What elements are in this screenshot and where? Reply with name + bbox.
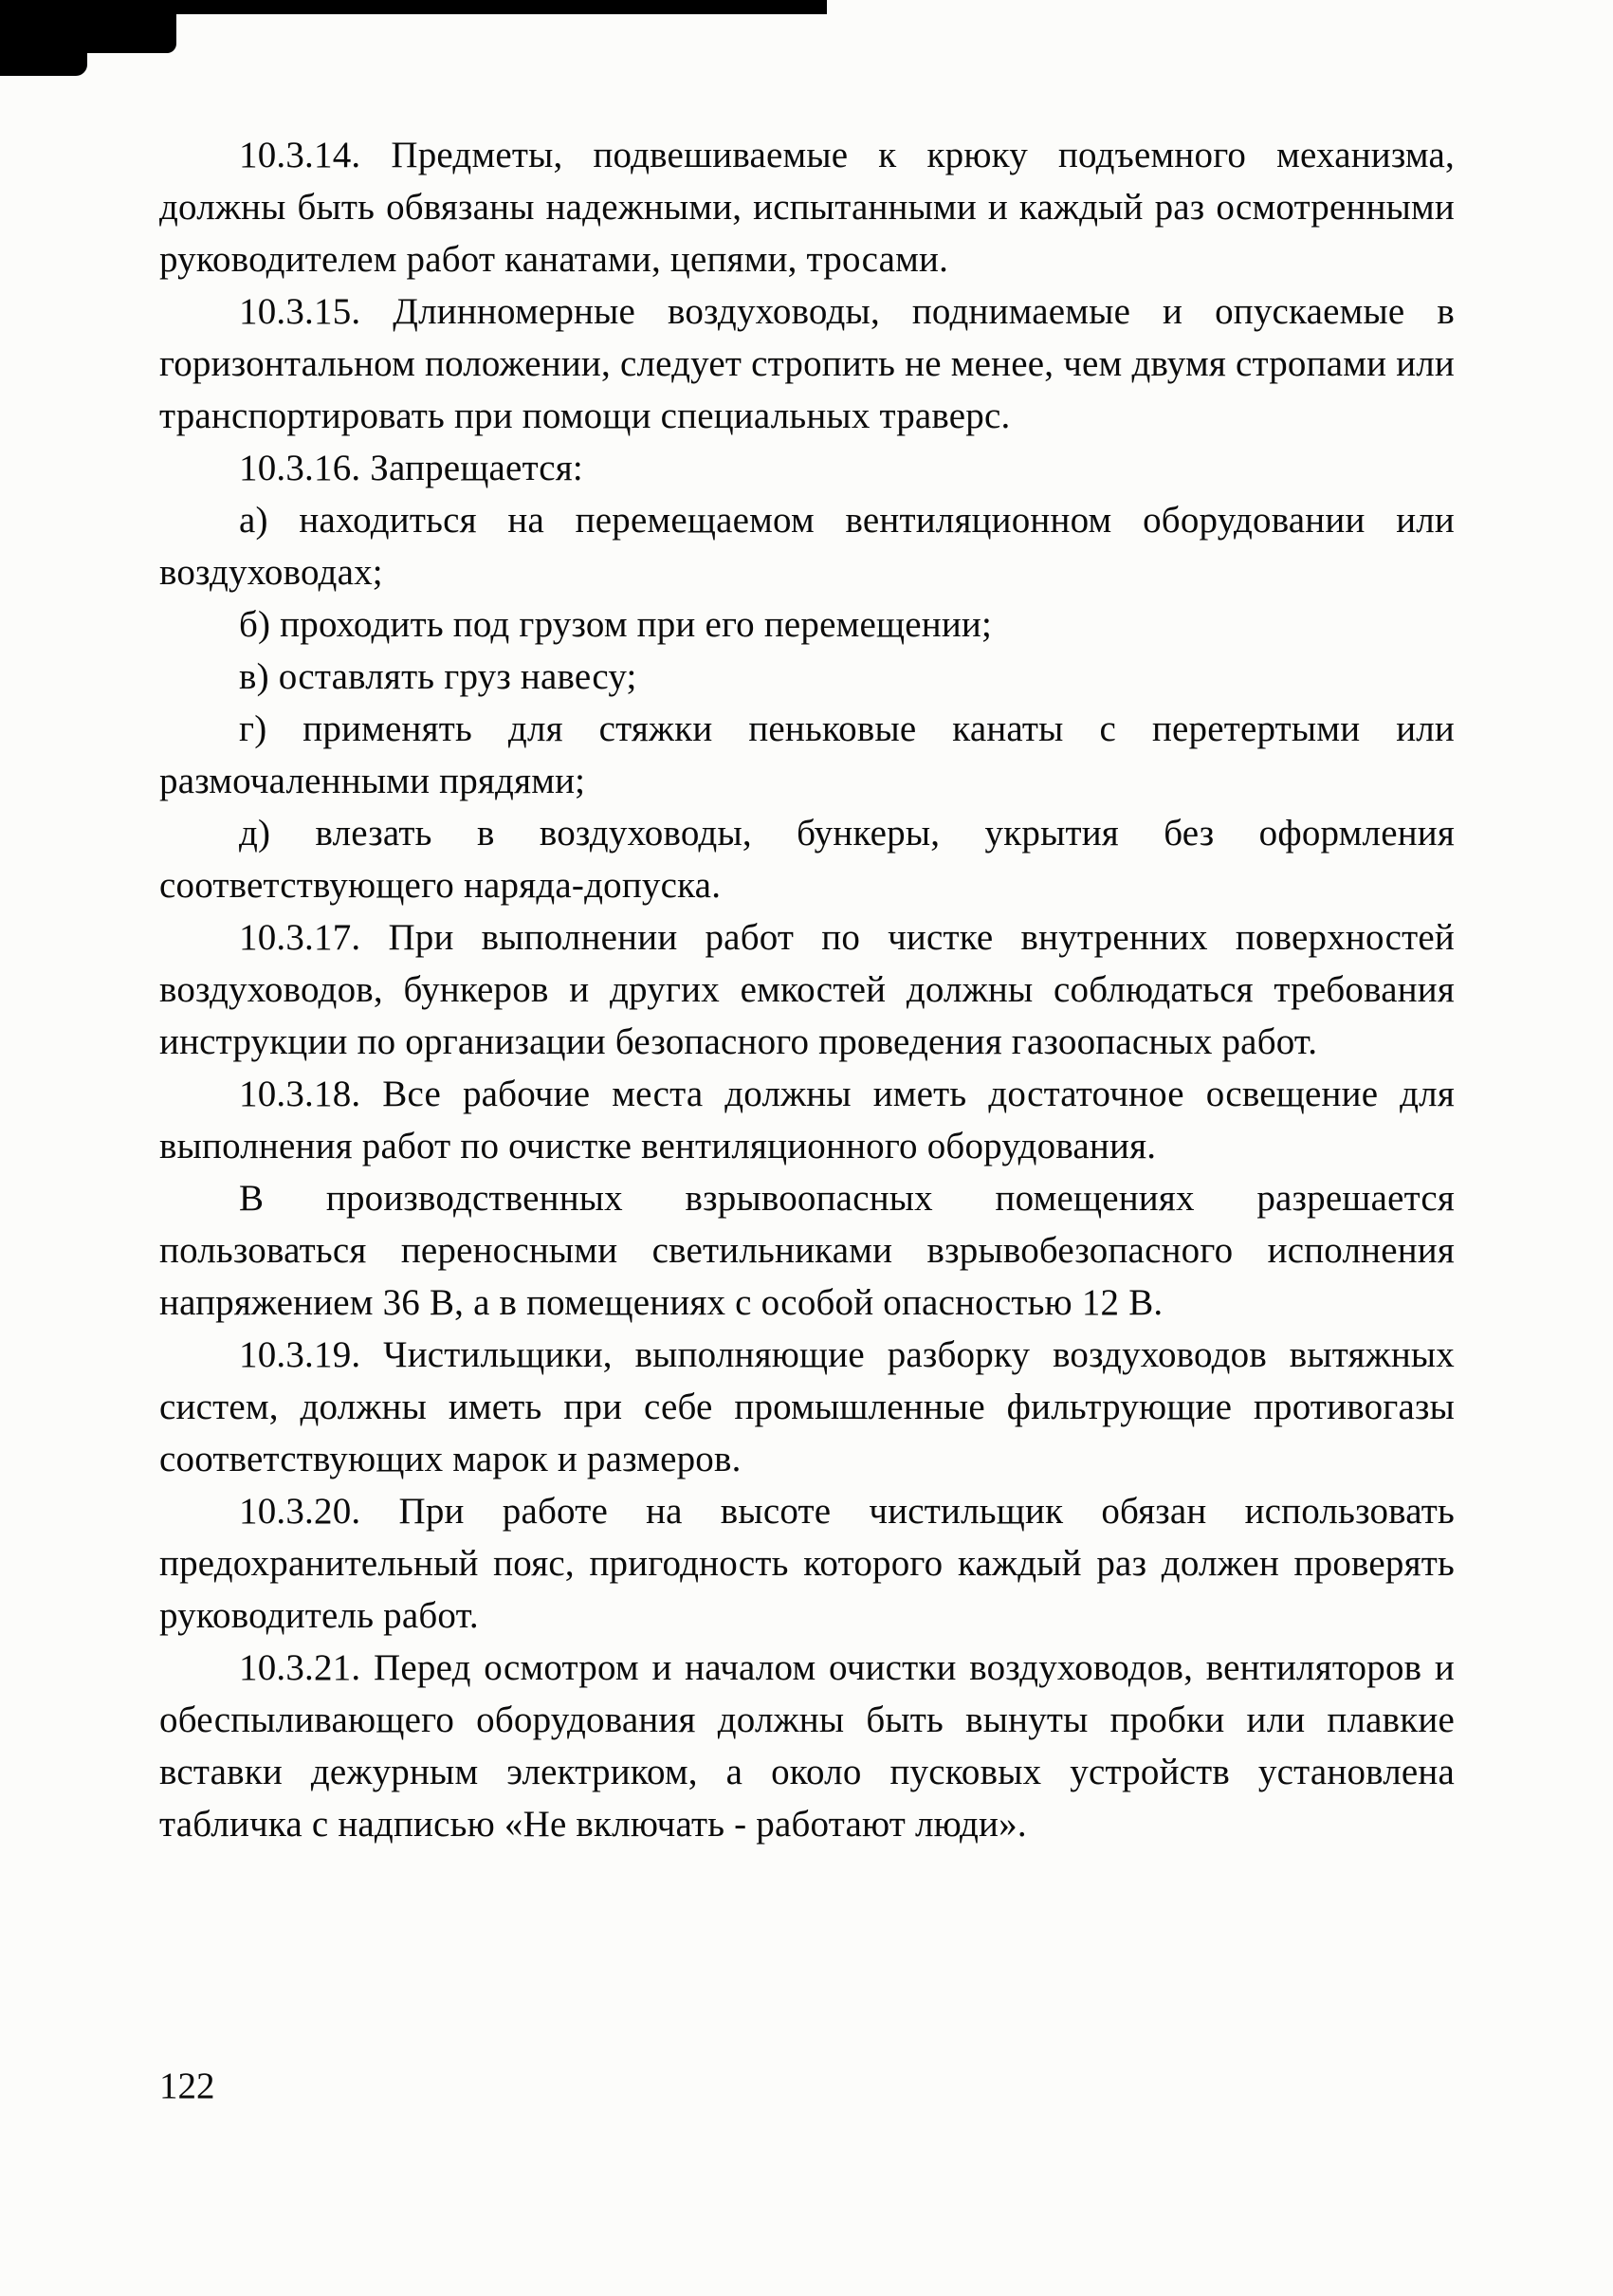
paragraph-10-3-15: 10.3.15. Длинномерные воздуховоды, поднимаемые и опускаемые в горизонтальном положении, следует стропить не менее, чем двумя стропами или транспортировать при помощи специальных траверс. (159, 291, 1455, 436)
paragraph-10-3-16: 10.3.16. Запрещается: (239, 448, 583, 488)
page-number: 122 (159, 2066, 215, 2106)
list-item-a: а) находиться на перемещаемом вентиляционном оборудовании или воздуховодах; (159, 500, 1455, 593)
scan-artifact-corner-step (0, 47, 87, 76)
paragraph-10-3-17: 10.3.17. При выполнении работ по чистке внутренних поверхностей воздуховодов, бункеров и других емкостей должны соблюдаться требования инструкции по организации безопасного проведения газоопасных работ. (159, 917, 1455, 1062)
paragraph-10-3-14: 10.3.14. Предметы, подвешиваемые к крюку подъемного механизма, должны быть обвязаны надежными, испытанными и каждый раз осмотренными руководителем работ канатами, цепями, тросами. (159, 135, 1455, 280)
paragraph-10-3-21: 10.3.21. Перед осмотром и началом очистки воздуховодов, вентиляторов и обеспыливающего оборудования должны быть вынуты пробки или плавкие вставки дежурным электриком, а около пусковых устройств установлена табличка с надписью «Не включать - работают люди». (159, 1647, 1455, 1845)
list-item-g: г) применять для стяжки пеньковые канаты с перетертыми или размочаленными прядями; (159, 708, 1455, 801)
scan-artifact-corner-blob (0, 0, 176, 53)
paragraph-10-3-20: 10.3.20. При работе на высоте чистильщик обязан использовать предохранительный пояс, пригодность которого каждый раз должен проверять руководитель работ. (159, 1491, 1455, 1636)
list-item-b: б) проходить под грузом при его перемещении; (239, 604, 992, 645)
list-item-v: в) оставлять груз навесу; (239, 656, 637, 697)
paragraph-10-3-18: 10.3.18. Все рабочие места должны иметь достаточное освещение для выполнения работ по очистке вентиляционного оборудования. (159, 1074, 1455, 1166)
paragraph-explosion-safe-lighting: В производственных взрывоопасных помещениях разрешается пользоваться переносными светильниками взрывобезопасного исполнения напряжением 36 В, а в помещениях с особой опасностью 12 В. (159, 1178, 1455, 1323)
list-item-d: д) влезать в воздуховоды, бункеры, укрытия без оформления соответствующего наряда-допуска. (159, 813, 1455, 906)
document-text-block (159, 129, 1455, 1850)
paragraph-10-3-19: 10.3.19. Чистильщики, выполняющие разборку воздуховодов вытяжных систем, должны иметь при себе промышленные фильтрующие противогазы соответствующих марок и размеров. (159, 1334, 1455, 1479)
